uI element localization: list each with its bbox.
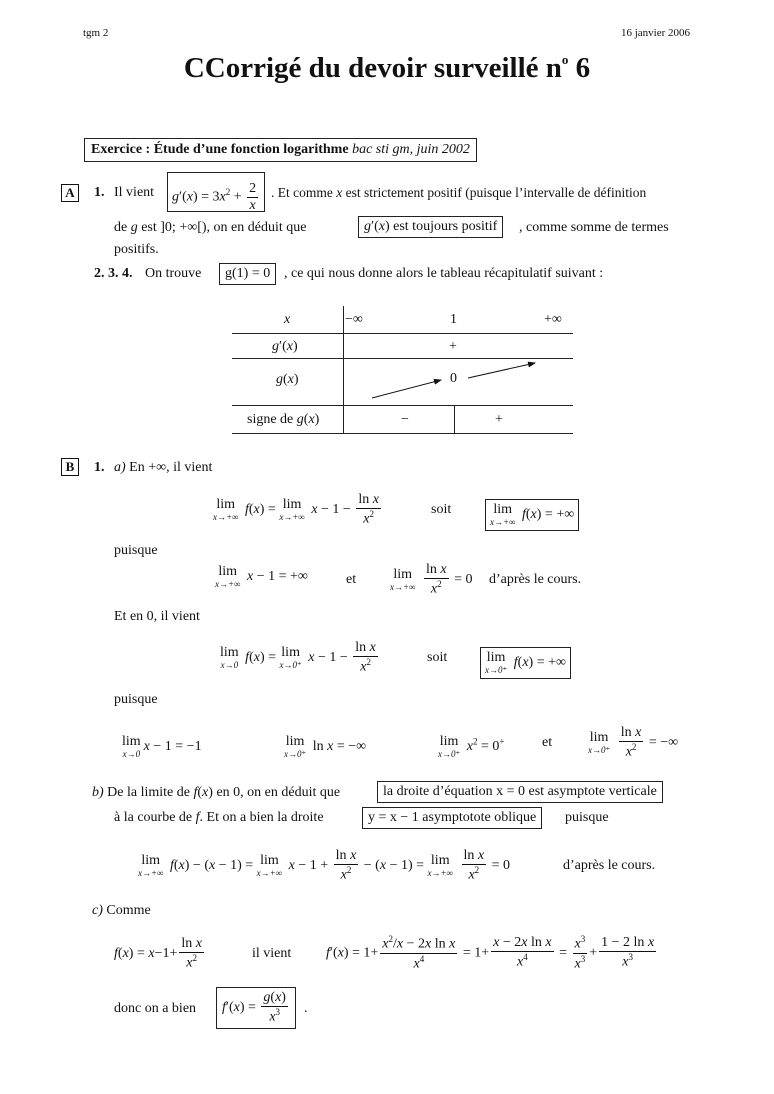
equation: lim x→0⁺ ln x = −∞ xyxy=(284,734,367,759)
text: , ce qui nous donne alors le tableau récapitulatif suivant : xyxy=(284,266,604,281)
equation: f(x) = x−1+ $\frac{\text{ln x}}{x^2}$ xyxy=(114,936,202,971)
formula-box: g′(x) est toujours positif xyxy=(358,216,503,238)
table-head: x xyxy=(284,312,291,327)
text: puisque xyxy=(114,692,158,707)
text: . Et comme x est strictement positif (puisque l’intervalle de définition xyxy=(271,185,647,200)
formula-box: g(1) = 0 xyxy=(219,263,276,285)
text: et xyxy=(542,735,553,750)
text: à la courbe de f. Et on a bien la droite xyxy=(114,810,324,825)
variation-arrows xyxy=(343,358,573,405)
text: de g est ]0; +∞[), on en déduit que xyxy=(114,220,307,235)
table-cell: + xyxy=(449,339,457,354)
part-b-label: B xyxy=(61,458,79,476)
question-number: 1. xyxy=(94,460,105,475)
text: , comme somme de termes xyxy=(519,220,669,235)
text: Il vient xyxy=(114,185,155,200)
text: puisque xyxy=(565,810,609,825)
text: . xyxy=(304,1001,308,1016)
text: b) De la limite de f(x) en 0, on en déduit que xyxy=(92,785,341,800)
exercise-box: Exercice : Étude d’une fonction logarithme bac sti gm, juin 2002 xyxy=(84,138,477,162)
text: a) En +∞, il vient xyxy=(114,460,213,475)
formula-box: f′(x) = $\frac{g(x)}{x^3}$ xyxy=(216,987,296,1029)
text: positifs. xyxy=(114,242,159,257)
table-head: g′(x) xyxy=(272,339,298,354)
text: soit xyxy=(431,502,452,517)
text: On trouve xyxy=(145,266,202,281)
equation: lim x→+∞ $\frac{\text{ln x}}{x^2}$ = 0 xyxy=(390,562,473,597)
equation: lim x→0 x − 1 = −1 xyxy=(122,734,202,759)
header-left: tgm 2 xyxy=(83,27,109,39)
equation: lim x→+∞ f(x) − (x − 1) = lim x→+∞ x − 1 + $\frac{\text{ln x}}{x^2}$ − (x − 1) = lim x→+∞ $\frac{\text{ln x}}{x^2}$ = 0 xyxy=(138,848,511,883)
table-head: signe de g(x) xyxy=(247,412,320,427)
equation: lim x→0⁺ $x^2 = 0^+$ xyxy=(438,734,505,759)
text: d’après le cours. xyxy=(489,572,582,587)
text: et xyxy=(346,572,357,587)
equation: lim x→0⁺ $\frac{\text{ln x}}{x^2}$ = −∞ xyxy=(588,725,679,760)
question-number: 1. xyxy=(94,185,105,200)
table-cell: 1 xyxy=(450,312,457,327)
formula-box: la droite d’équation x = 0 est asymptote verticale xyxy=(377,781,663,803)
header-right: 16 janvier 2006 xyxy=(620,27,690,39)
formula-box: y = x − 1 asymptotote oblique xyxy=(362,807,542,829)
question-number: 2. 3. 4. xyxy=(94,266,133,281)
equation: lim x→0 f(x) = lim x→0⁺ x − 1 − $\frac{\text{ln x}}{x^2}$ xyxy=(220,640,376,675)
equation: lim x→+∞ x − 1 = +∞ xyxy=(215,564,308,589)
table-cell: −∞ xyxy=(345,312,363,327)
table-cell: − xyxy=(401,412,409,427)
equation: lim x→+∞ f(x) = lim x→+∞ x − 1 − $\frac{\text{ln x}}{x^2}$ xyxy=(213,492,379,527)
table-cell: + xyxy=(495,412,503,427)
text: d’après le cours. xyxy=(563,858,656,873)
text: Et en 0, il vient xyxy=(114,609,200,624)
page-title: CCorrigé du devoir surveillé $n^o$ 6 xyxy=(183,52,591,84)
formula-box: lim x→0⁺ f(x) = +∞ xyxy=(480,647,571,679)
text: puisque xyxy=(114,543,158,558)
text: c) Comme xyxy=(92,903,151,918)
text: donc on a bien xyxy=(114,1001,197,1016)
text: il vient xyxy=(252,946,292,961)
part-a-label: A xyxy=(61,184,79,202)
table-head: g(x) xyxy=(276,372,299,387)
equation: f′(x) = 1+ $\frac{x^2/x - 2x \ln x}{x^4}$ = 1+ $\frac{\text{x − 2x ln x}}{x^4}$ = $\frac{x^3}{x^3}$ + $\frac{\text{1 − 2 ln x}}{x^3}$ xyxy=(326,934,655,972)
formula-box: lim x→+∞ f(x) = +∞ xyxy=(485,499,579,531)
formula-box: $g'(x) = 3x^2$ + $\frac{2}{x}$ xyxy=(167,172,265,212)
table-cell: 0 xyxy=(450,371,457,386)
text: soit xyxy=(427,650,448,665)
table-cell: +∞ xyxy=(544,312,562,327)
